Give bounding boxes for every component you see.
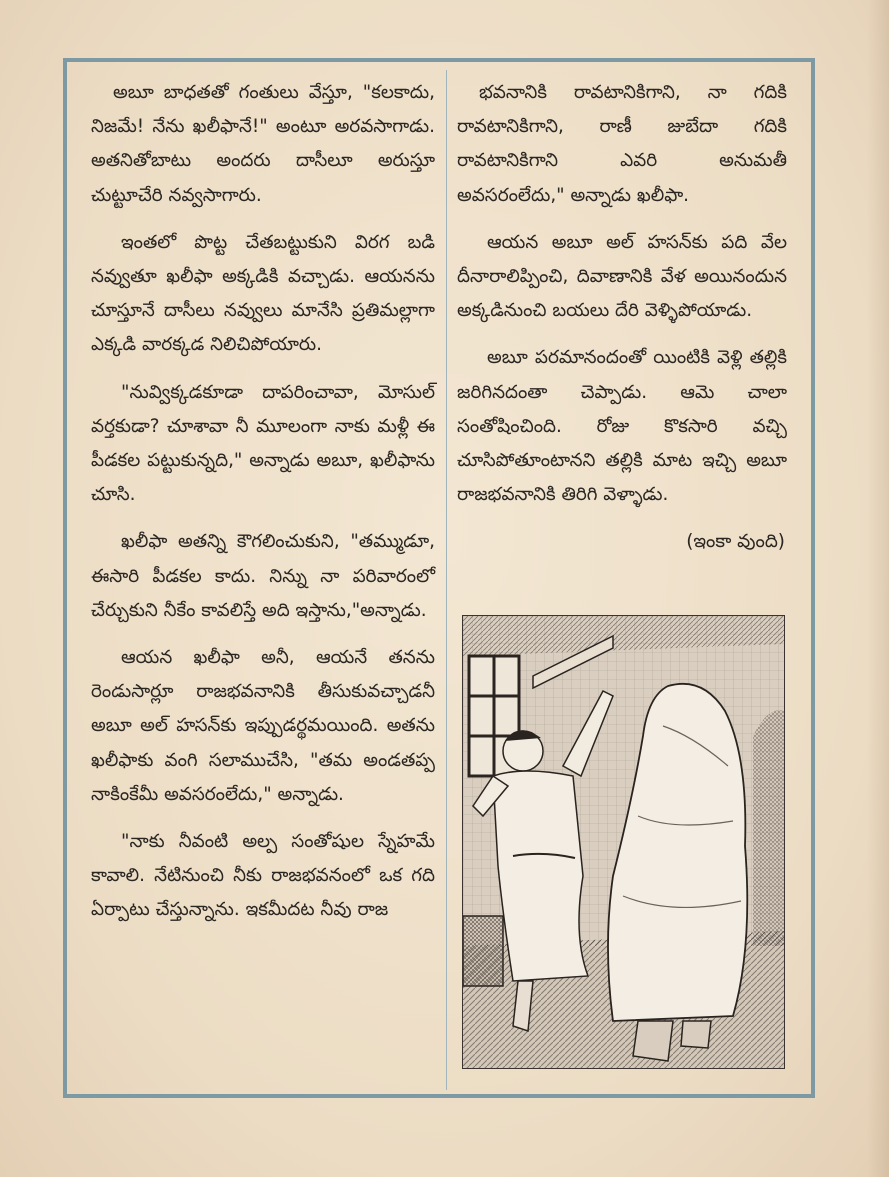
continued-label: (ఇంకా వుంది): [686, 531, 785, 553]
paragraph: "నువ్విక్కడకూడా దాపరించావా, మోసుల్ వర్తకుడా? చూశావా నీ మూలంగా నాకు మళ్లీ ఈ పీడకల పట్టుకున్నది," అన్నాడు అబూ, ఖలీఫాను చూసి.: [91, 381, 435, 506]
paragraph: ఆయన అబూ అల్ హసన్‌కు పది వేల దీనారాలిప్పించి, దివాణానికి వేళ అయినందున అక్కడినుంచి బయలు దేరి వెళ్ళిపోయాడు.: [457, 231, 787, 322]
paragraph: ఖలీఫా అతన్ని కౌగలించుకుని, "తమ్ముడూ, ఈసారి పీడకల కాదు. నిన్ను నా పరివారంలో చేర్చుకుని నీకేం కావలిస్తే అది ఇస్తాను,"అన్నాడు.: [91, 531, 435, 621]
paragraph: భవనానికి రావటానికిగాని, నా గదికి రావటానికిగాని, రాణీ జుబేదా గదికి రావటానికిగాని ఎవరి అనుమతీ అవసరంలేదు," అన్నాడు ఖలీఫా.: [457, 82, 787, 206]
paragraph: అబూ పరమానందంతో యింటికి వెళ్లి తల్లికి జరిగినదంతా చెప్పాడు. ఆమె చాలా సంతోషించింది. రోజు కొకసారి వచ్చి చూసిపోతూంటానని తల్లికి మాట ఇచ్చి అబూ రాజభవనానికి తిరిగి వెళ్ళాడు.: [457, 347, 787, 506]
paragraph: అబూ బాధతతో గంతులు వేస్తూ, "కలకాదు, నిజమే! నేను ఖలీఫానే!" అంటూ అరవసాగాడు. అతనితోబాటు అందరు దాసీలూ అరుస్తూ చుట్టూచేరి నవ్వసాగారు.: [91, 82, 435, 206]
illustration-drawing: [463, 616, 784, 1068]
story-illustration: [462, 615, 785, 1069]
paragraph: "నాకు నీవంటి అల్ప సంతోషుల స్నేహమే కావాలి. నేటినుంచి నీకు రాజభవనంలో ఒక గది ఏర్పాటు చేస్తున్నాను. ఇకమీదట నీవు రాజ: [91, 831, 435, 921]
paragraph: ఇంతలో పొట్ట చేతబట్టుకుని విరగ బడి నవ్వుతూ ఖలీఫా అక్కడికి వచ్చాడు. ఆయనను చూస్తూనే దాసీలు నవ్వులు మానేసి ప్రతిమల్లాగా ఎక్కడి వారక్కడ నిలిచిపోయారు.: [91, 231, 435, 356]
left-text-column: [91, 76, 435, 941]
page-edge-shadow: [867, 0, 889, 1177]
right-text-column: [457, 76, 787, 560]
column-divider: [446, 70, 447, 1090]
paragraph: ఆయన ఖలీఫా అనీ, ఆయనే తనను రెండుసార్లూ రాజభవనానికి తీసుకువచ్చాడనీ అబూ అల్ హసన్‌కు ఇప్పుడర్థమయింది. అతను ఖలీఫాకు వంగి సలాముచేసి, "తమ అండతప్ప నాకింకేమీ అవసరంలేదు," అన్నాడు.: [91, 647, 435, 805]
